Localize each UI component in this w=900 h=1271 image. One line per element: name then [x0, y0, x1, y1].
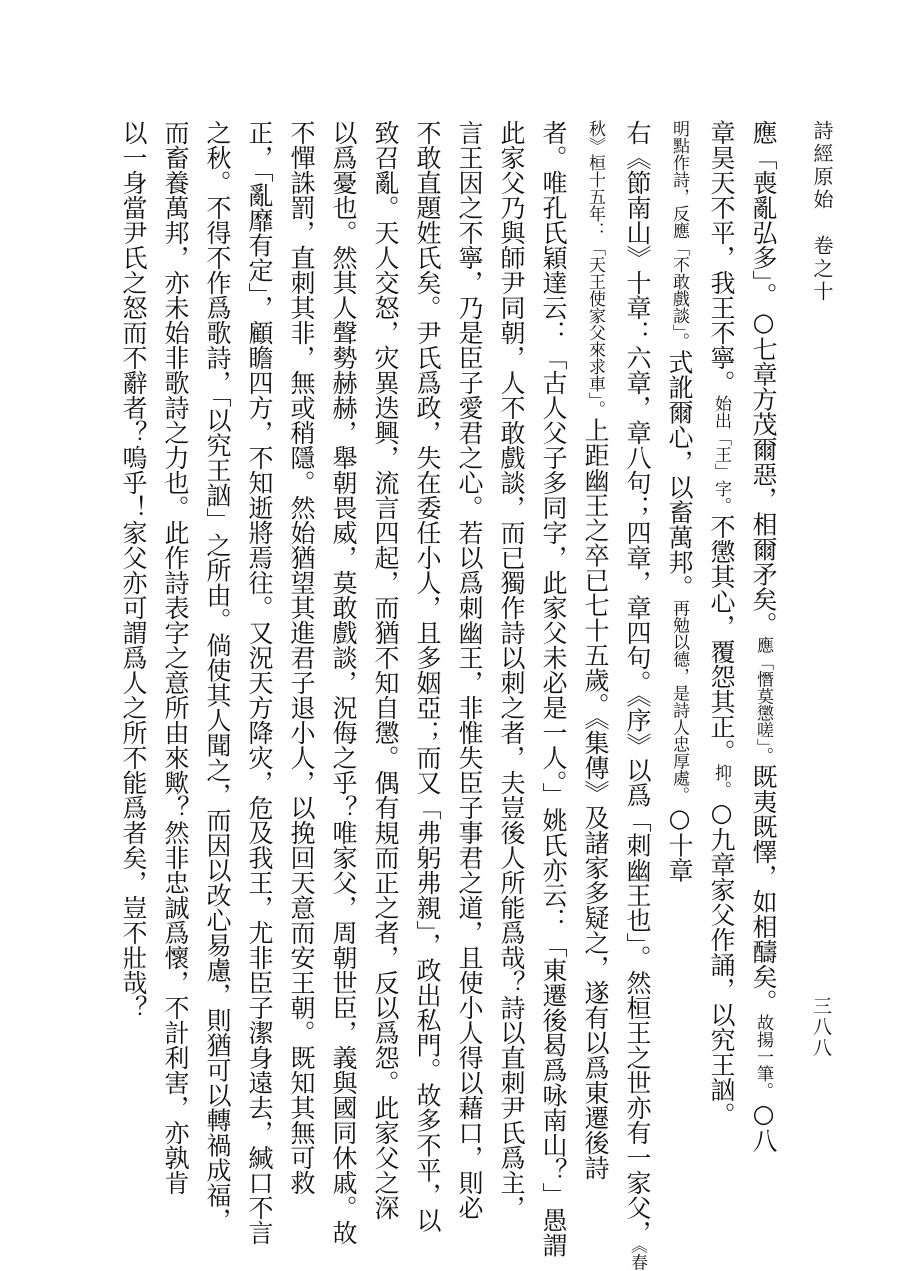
commentary-note: 明點作詩，反應「不敢戲談」。 [669, 120, 689, 350]
text-column [742, 120, 784, 1200]
text-segment: ○八 [749, 1099, 778, 1153]
text-segment: 式訛爾心，以畜萬邦。 [665, 349, 694, 600]
text-column [154, 120, 196, 1200]
text-segment: ○十章 [665, 803, 694, 883]
commentary-note: 《春 [627, 1245, 647, 1271]
text-segment: 此家父乃與師尹同朝，人不敢戲談，而已獨作詩以刺之者，夫豈後人所能爲哉？詩以直刺尹氏爲主， [497, 120, 526, 1220]
text-column [532, 120, 574, 1258]
text-column [322, 120, 364, 1245]
text-segment: 應「喪亂弘多」。○七章方茂爾惡，相爾矛矣。 [749, 120, 778, 637]
text-segment: 之秋。不得不作爲歌詩，「以究王訩」之所由。倘使其人聞之，而因以改心易慮，則猶可以轉禍成福， [203, 120, 232, 1233]
text-column [238, 120, 280, 1245]
text-segment: 言王因之不寧，乃是臣子愛君之心。若以爲刺幽王，非惟失臣子事君之道，且使小人得以藉口，則必 [455, 120, 484, 1220]
text-column [700, 120, 742, 1200]
text-column [448, 120, 490, 1220]
text-column [406, 120, 448, 1233]
text-segment: 而畜養萬邦，亦未始非歌詩之力也。此作詩表字之意所由來歟？然非忠誠爲懷，不計利害，亦孰肯 [161, 120, 190, 1195]
page-number: 三八八 [810, 996, 832, 1059]
text-segment: 不懲其心，覆怨其正。 [707, 514, 736, 764]
text-segment: 不敢直題姓氏矣。尹氏爲政，失在委任小人，且多姻亞；而又「弗躬弗親」，政出私門。故多不平，以 [413, 120, 442, 1233]
text-column [196, 120, 238, 1233]
running-header: 詩經原始 卷之十 [810, 120, 834, 304]
text-column [364, 120, 406, 1220]
text-column [490, 120, 532, 1220]
text-segment: 以一身當尹氏之怒而不辭者？嗚乎！家父亦可謂爲人之所不能爲者矣，豈不壯哉？ [119, 120, 148, 1020]
text-segment: 上距幽王之卒已七十五歲。《集傳》及諸家多疑之，遂有以爲東遷後詩 [581, 417, 610, 1180]
body-text [112, 120, 784, 1271]
text-segment: 右《節南山》十章：六章，章八句；四章，章四句。《序》以爲「刺幽王也」。然桓王之世亦有一家父， [623, 120, 652, 1245]
text-column [280, 120, 322, 1200]
text-column [616, 120, 658, 1271]
text-column [574, 120, 616, 1200]
text-column [658, 120, 700, 1200]
text-segment: 正，「亂靡有定」，顧瞻四方，不知逝將焉往。又況天方降灾，危及我王，尤非臣子潔身遠去，緘口不言 [245, 120, 274, 1245]
commentary-note: 始出「王」字。 [711, 395, 731, 514]
commentary-note: 應「憯莫懲嗟」。 [753, 636, 773, 764]
commentary-note: 故揚一筆。 [753, 1014, 773, 1099]
text-column [112, 120, 154, 1200]
text-segment: 不憚誅罰，直刺其非，無或稍隱。然始猶望其進君子退小人，以挽回天意而安王朝。既知其無可救 [287, 120, 316, 1195]
text-segment: 既夷既懌，如相醻矣。 [749, 764, 778, 1014]
commentary-note: 抑。 [711, 764, 731, 798]
commentary-note: 秋》桓十五年：「天王使家父來求車」。 [585, 120, 605, 418]
text-segment: 章昊天不平，我王不寧。 [707, 120, 736, 395]
text-segment: 以爲憂也。然其人聲勢赫赫，舉朝畏威，莫敢戲談，況侮之乎？唯家父，周朝世臣，義與國同休戚。故 [329, 120, 358, 1245]
text-segment: 致召亂。天人交怒，灾異迭興，流言四起，而猶不知自懲。偶有規而正之者，反以爲怨。此家父之深 [371, 120, 400, 1220]
text-segment: 者。唯孔氏穎達云：「古人父子多同字，此家父未必是一人。」姚氏亦云：「東遷後曷爲咏南山？」愚謂 [539, 120, 568, 1258]
commentary-note: 再勉以德，是詩人忠厚處。 [669, 599, 689, 804]
text-segment: ○九章家父作誦，以究王訩。 [707, 798, 736, 1127]
